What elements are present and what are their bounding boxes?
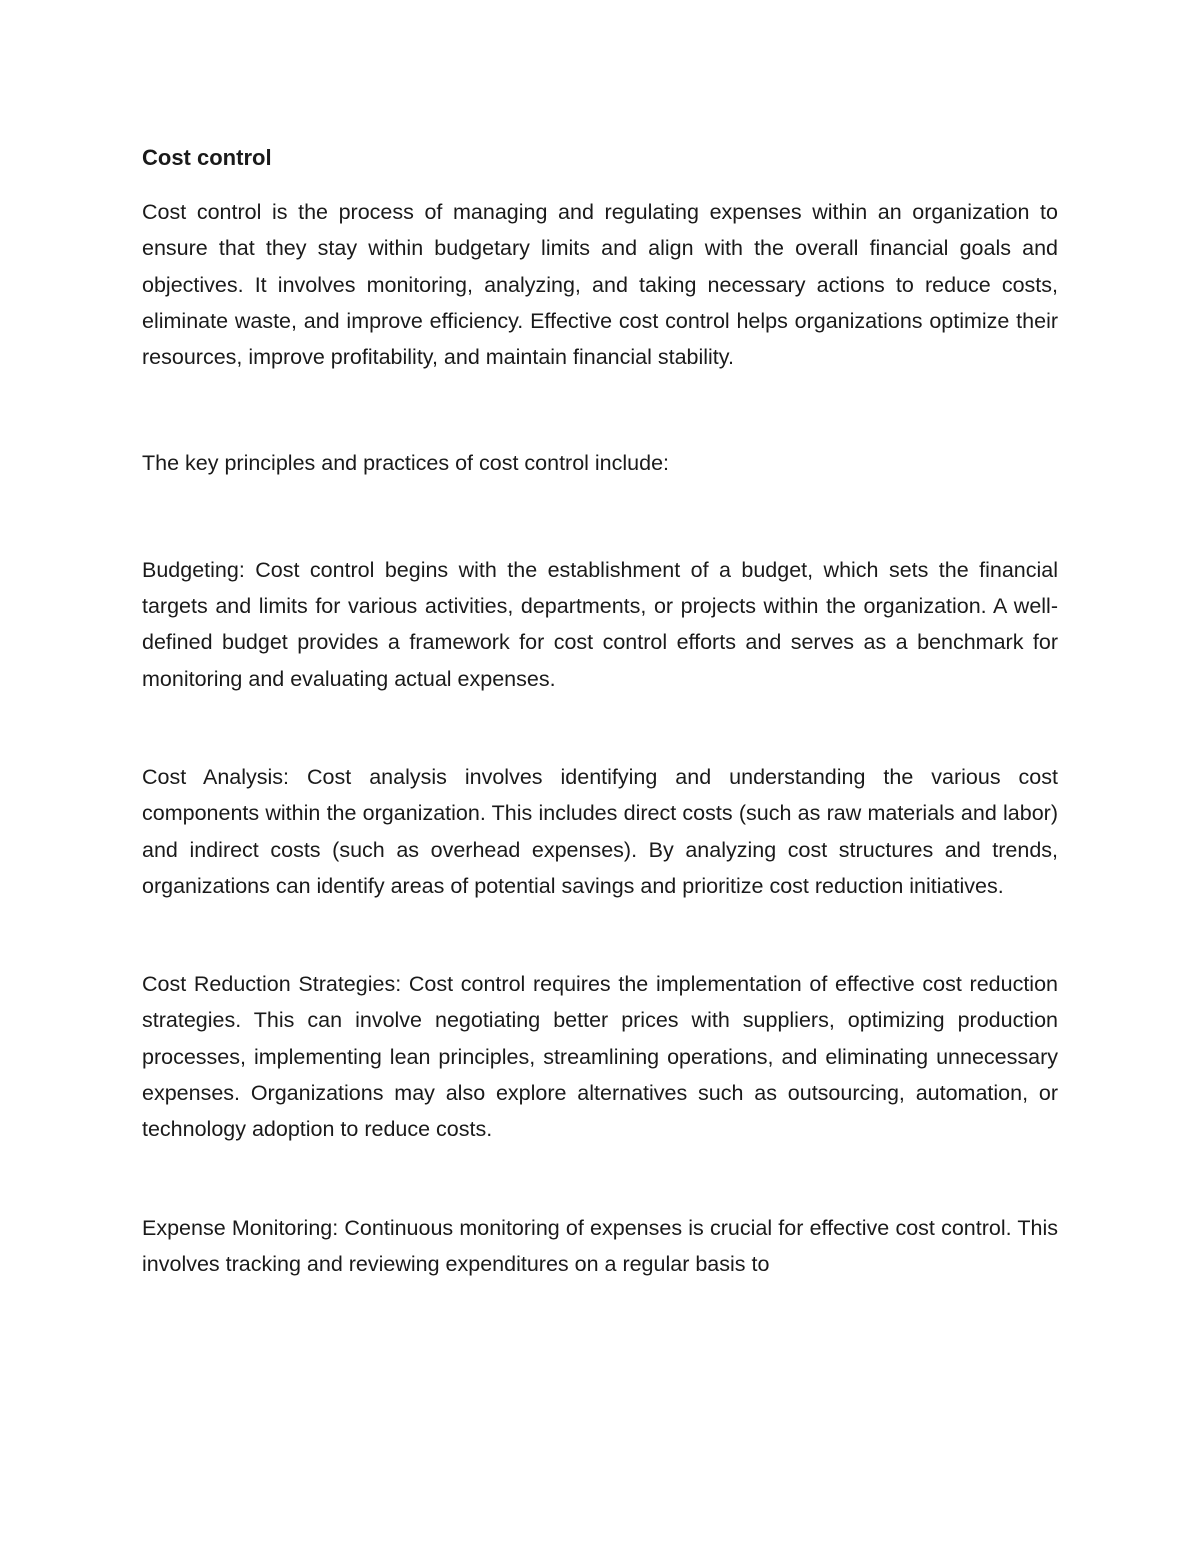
paragraph-cost-reduction: Cost Reduction Strategies: Cost control requires the implementation of effective cost reduction strategies. This can involve negotiating better prices with suppliers, optimizing production processes, implementing lean principles, streamlining operations, and eliminating unnecessary expenses. Organizations may also explore alternatives such as outsourcing, automation, or technology adoption to reduce costs.	[142, 972, 1058, 1142]
paragraph-intro: Cost control is the process of managing and regulating expenses within an organization to ensure that they stay within budgetary limits and align with the overall financial goals and objectives. It involves monitoring, analyzing, and taking necessary actions to reduce costs, eliminate waste, and improve efficiency. Effective cost control helps organizations optimize their resources, improve profitability, and maintain financial stability.	[142, 200, 1058, 370]
paragraph-expense-monitoring: Expense Monitoring: Continuous monitoring of expenses is crucial for effective cost control. This involves tracking and reviewing expenditures on a regular basis to	[142, 1215, 1058, 1276]
document-title: Cost control	[142, 145, 272, 170]
document-body	[142, 140, 1058, 1282]
paragraph-key-principles: The key principles and practices of cost control include:	[142, 451, 670, 476]
paragraph-cost-analysis: Cost Analysis: Cost analysis involves identifying and understanding the various cost components within the organization. This includes direct costs (such as raw materials and labor) and indirect costs (such as overhead expenses). By analyzing cost structures and trends, organizations can identify areas of potential savings and prioritize cost reduction initiatives.	[142, 764, 1058, 898]
paragraph-budgeting: Budgeting: Cost control begins with the establishment of a budget, which sets the financial targets and limits for various activities, departments, or projects within the organization. A well-defined budget provides a framework for cost control efforts and serves as a benchmark for monitoring and evaluating actual expenses.	[142, 557, 1058, 691]
